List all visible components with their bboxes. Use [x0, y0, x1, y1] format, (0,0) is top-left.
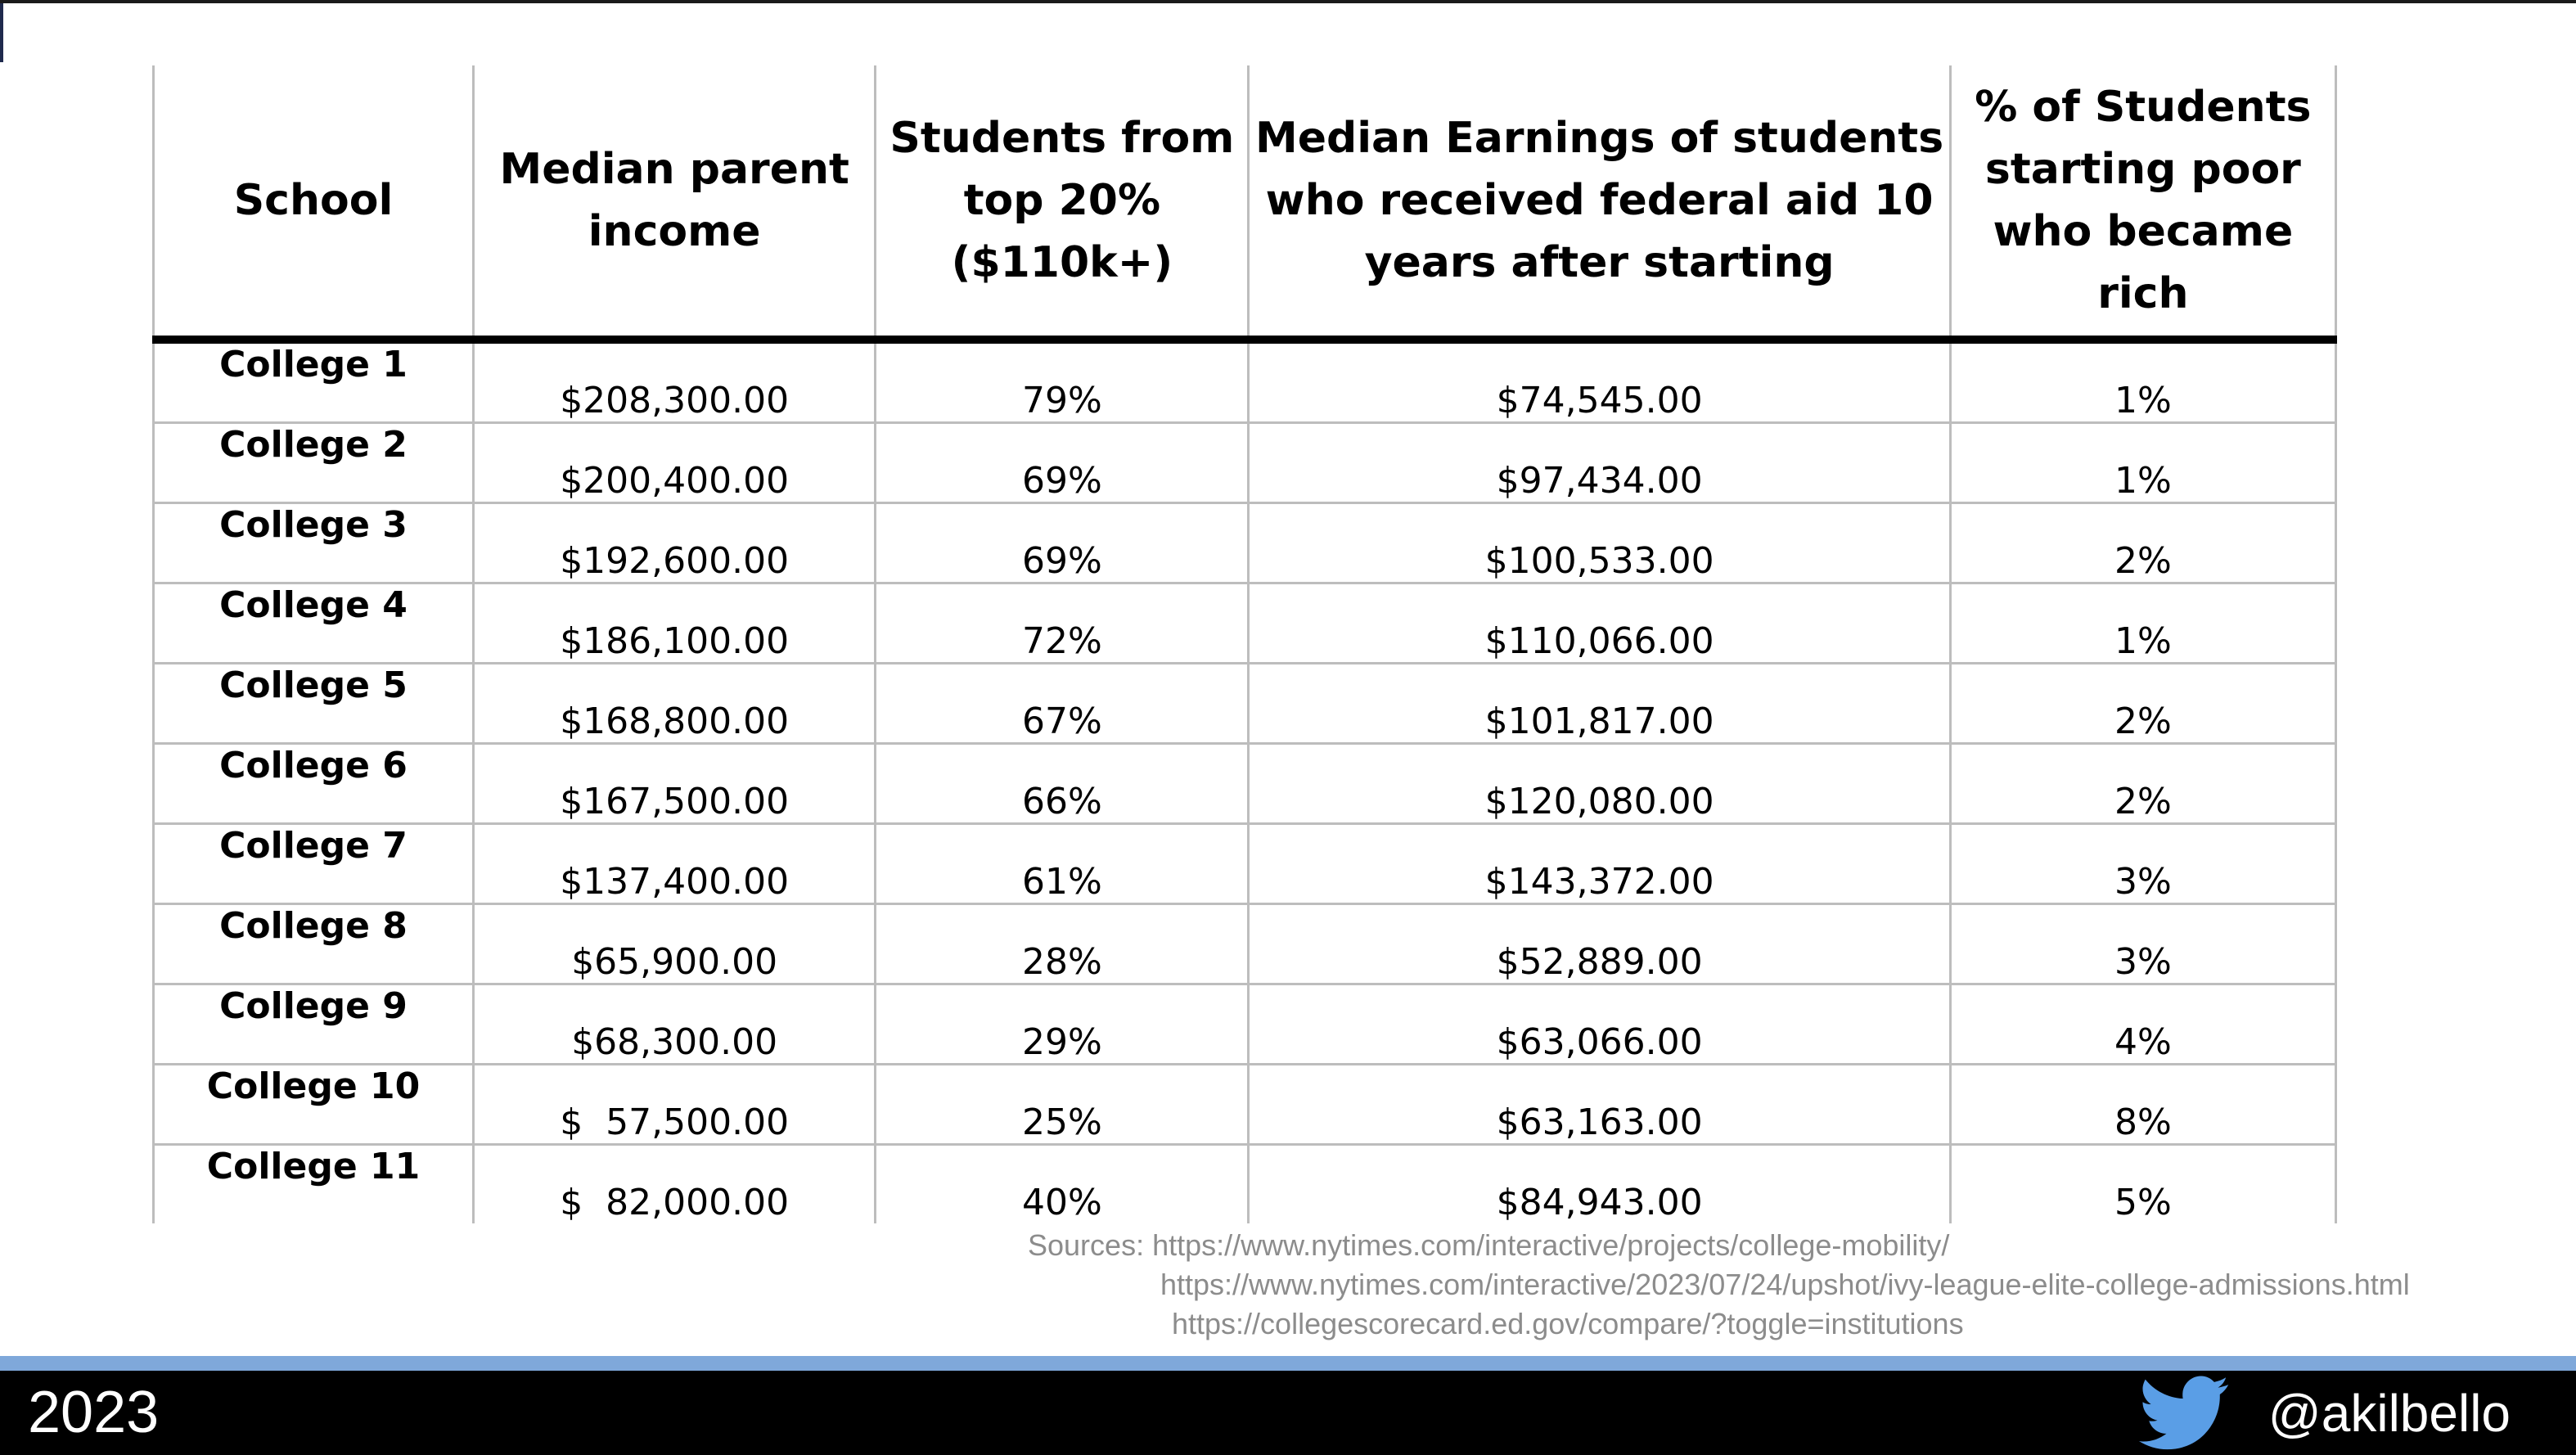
percent-became-rich-cell: 4% — [1950, 984, 2335, 1065]
table-header-row — [154, 65, 2336, 340]
twitter-handle: @akilbello — [2268, 1384, 2511, 1443]
median-earnings-cell: $63,066.00 — [1249, 984, 1950, 1065]
percent-became-rich-cell: 2% — [1950, 744, 2335, 824]
median-parent-income-cell: $137,400.00 — [474, 824, 876, 904]
median-earnings-cell: $101,817.00 — [1249, 664, 1950, 744]
percent-became-rich-cell: 1% — [1950, 423, 2335, 503]
percent-became-rich-cell: 2% — [1950, 503, 2335, 583]
median-earnings-cell: $100,533.00 — [1249, 503, 1950, 583]
table-row — [154, 984, 2336, 1065]
header-percent-poor-became-rich: % of Students starting poor who became rich — [1950, 65, 2335, 340]
median-earnings-cell: $84,943.00 — [1249, 1145, 1950, 1224]
twitter-bird-shape — [2139, 1376, 2228, 1449]
students-top-20-cell: 67% — [876, 664, 1249, 744]
school-cell: College 3 — [154, 503, 474, 583]
median-earnings-cell: $52,889.00 — [1249, 904, 1950, 984]
median-parent-income-cell: $192,600.00 — [474, 503, 876, 583]
percent-became-rich-cell: 3% — [1950, 904, 2335, 984]
percent-became-rich-cell: 1% — [1950, 340, 2335, 423]
table-row — [154, 583, 2336, 664]
median-earnings-cell: $74,545.00 — [1249, 340, 1950, 423]
footer-bar — [0, 1371, 2576, 1455]
table-row — [154, 664, 2336, 744]
twitter-bird-icon — [2137, 1376, 2232, 1451]
students-top-20-cell: 61% — [876, 824, 1249, 904]
percent-became-rich-cell: 2% — [1950, 664, 2335, 744]
table-row — [154, 824, 2336, 904]
school-cell: College 1 — [154, 340, 474, 423]
median-parent-income-cell: $186,100.00 — [474, 583, 876, 664]
median-earnings-cell: $143,372.00 — [1249, 824, 1950, 904]
table-body — [154, 340, 2336, 1223]
median-parent-income-cell: $200,400.00 — [474, 423, 876, 503]
source-line: https://www.nytimes.com/interactive/2023/07/24/upshot/ivy-league-elite-college-admissions.html — [1160, 1268, 2410, 1301]
school-cell: College 4 — [154, 583, 474, 664]
median-earnings-cell: $97,434.00 — [1249, 423, 1950, 503]
students-top-20-cell: 29% — [876, 984, 1249, 1065]
students-top-20-cell: 40% — [876, 1145, 1249, 1224]
table-row — [154, 423, 2336, 503]
students-top-20-cell: 28% — [876, 904, 1249, 984]
students-top-20-cell: 72% — [876, 583, 1249, 664]
median-earnings-cell: $110,066.00 — [1249, 583, 1950, 664]
median-parent-income-cell: $ 82,000.00 — [474, 1145, 876, 1224]
header-median-earnings: Median Earnings of students who received federal aid 10 years after starting — [1249, 65, 1950, 340]
school-cell: College 2 — [154, 423, 474, 503]
table-row — [154, 744, 2336, 824]
table-row — [154, 1065, 2336, 1145]
percent-became-rich-cell: 8% — [1950, 1065, 2335, 1145]
students-top-20-cell: 79% — [876, 340, 1249, 423]
students-top-20-cell: 69% — [876, 423, 1249, 503]
slide-corner-mark — [0, 3, 3, 62]
percent-became-rich-cell: 1% — [1950, 583, 2335, 664]
median-parent-income-cell: $208,300.00 — [474, 340, 876, 423]
header-school: School — [154, 65, 474, 340]
median-earnings-cell: $63,163.00 — [1249, 1065, 1950, 1145]
source-line: Sources: https://www.nytimes.com/interactive/projects/college-mobility/ — [1028, 1228, 1950, 1262]
median-parent-income-cell: $168,800.00 — [474, 664, 876, 744]
header-students-from-top-20: Students from top 20% ($110k+) — [876, 65, 1249, 340]
table-row — [154, 904, 2336, 984]
source-line: https://collegescorecard.ed.gov/compare/?toggle=institutions — [1172, 1307, 1964, 1340]
school-cell: College 6 — [154, 744, 474, 824]
median-parent-income-cell: $167,500.00 — [474, 744, 876, 824]
students-top-20-cell: 66% — [876, 744, 1249, 824]
percent-became-rich-cell: 3% — [1950, 824, 2335, 904]
median-parent-income-cell: $68,300.00 — [474, 984, 876, 1065]
school-cell: College 11 — [154, 1145, 474, 1224]
school-cell: College 7 — [154, 824, 474, 904]
table-row — [154, 503, 2336, 583]
school-cell: College 8 — [154, 904, 474, 984]
table-row — [154, 1145, 2336, 1224]
school-cell: College 5 — [154, 664, 474, 744]
school-cell: College 10 — [154, 1065, 474, 1145]
median-parent-income-cell: $65,900.00 — [474, 904, 876, 984]
header-median-parent-income: Median parent income — [474, 65, 876, 340]
footer-year: 2023 — [28, 1380, 160, 1445]
percent-became-rich-cell: 5% — [1950, 1145, 2335, 1224]
median-earnings-cell: $120,080.00 — [1249, 744, 1950, 824]
footer-accent-stripe — [0, 1356, 2576, 1371]
table-row — [154, 340, 2336, 423]
median-parent-income-cell: $ 57,500.00 — [474, 1065, 876, 1145]
school-cell: College 9 — [154, 984, 474, 1065]
social-handle — [2137, 1376, 2511, 1451]
students-top-20-cell: 25% — [876, 1065, 1249, 1145]
college-mobility-table — [152, 65, 2337, 1223]
students-top-20-cell: 69% — [876, 503, 1249, 583]
top-border-line — [0, 0, 2576, 3]
sources-note — [1028, 1226, 2410, 1344]
